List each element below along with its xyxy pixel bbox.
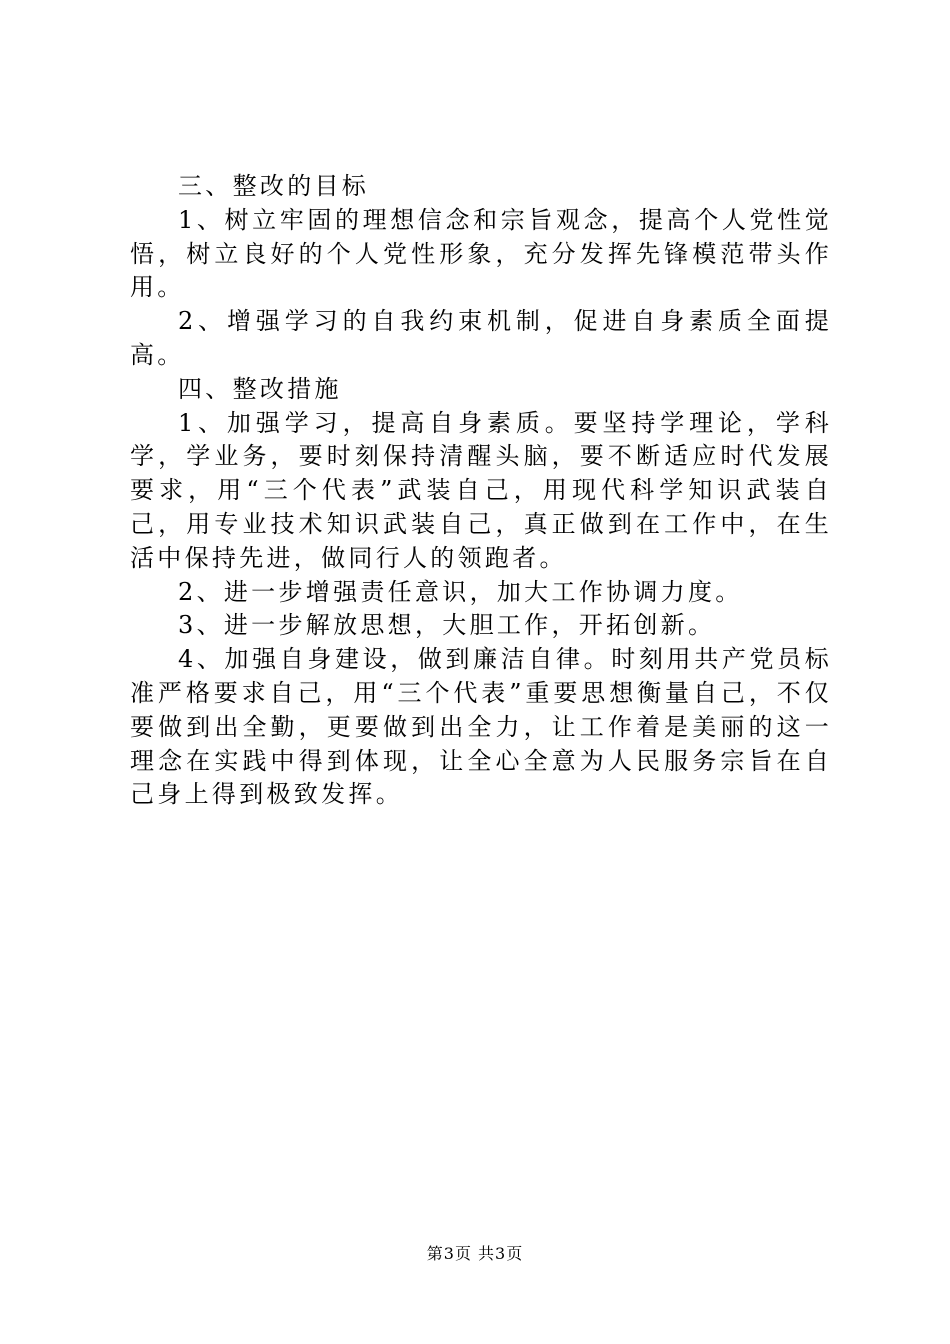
page-number: 第3页 共3页	[426, 1244, 524, 1263]
document-body	[130, 170, 832, 812]
section-heading-measures: 四、整改措施	[178, 374, 342, 403]
measure-item-1: 1、加强学习，提高自身素质。要坚持学理论，学科学，学业务，要时刻保持清醒头脑，要不断适应时代发展要求，用“三个代表”武装自己，用现代科学知识武装自己，用专业技术知识武装自己，真正做到在工作中，在生活中保持先进，做同行人的领跑者。	[130, 408, 832, 572]
goal-item-1: 1、树立牢固的理想信念和宗旨观念，提高个人党性觉悟，树立良好的个人党性形象，充分发挥先锋模范带头作用。	[130, 205, 832, 302]
goal-item-2: 2、增强学习的自我约束机制，促进自身素质全面提高。	[130, 307, 832, 369]
measure-item-3: 3、进一步解放思想，大胆工作，开拓创新。	[178, 611, 716, 640]
page-footer	[0, 1243, 950, 1265]
measure-item-4: 4、加强自身建设，做到廉洁自律。时刻用共产党员标准严格要求自己，用“三个代表”重要思想衡量自己，不仅要做到出全勤，更要做到出全力，让工作着是美丽的这一理念在实践中得到体现，让全心全意为人民服务宗旨在自己身上得到极致发挥。	[130, 645, 832, 809]
section-heading-goals: 三、整改的目标	[178, 172, 370, 200]
measure-item-2: 2、进一步增强责任意识，加大工作协调力度。	[178, 577, 743, 606]
